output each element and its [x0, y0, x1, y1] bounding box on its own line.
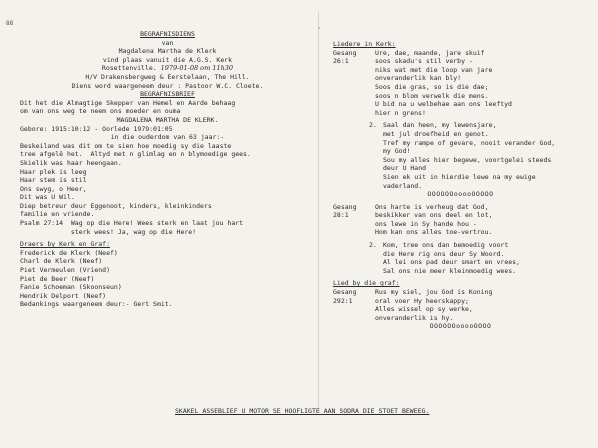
poem-line: Skielik was haar heengaan.	[20, 158, 122, 167]
verse-line: my God!	[383, 147, 411, 156]
letter-line-2: om van ons weg te neem ons moeder en ouma	[20, 107, 181, 116]
right-panel	[333, 40, 588, 331]
officiant-line: Diens word waargeneem deur : Pastoor W.C. Cloete.	[71, 81, 264, 90]
undertaker-line: Bedankings waargeneem deur:- Gert Smit.	[20, 300, 173, 309]
verse-line: soos n blom verwelk die mens.	[375, 91, 489, 100]
letter-heading: BEGRAFNISBRIEF	[140, 90, 195, 99]
hymn-2	[333, 203, 588, 237]
bearer-item: Piet Vermeulen (Vriend)	[20, 266, 111, 275]
bearer-item: Piet de Beer (Neef)	[20, 274, 95, 283]
verse-line: Sal ons nie meer kleinmoedig wees.	[383, 266, 517, 275]
hymn-number: Gesang 26:1	[333, 48, 357, 66]
verse-line: met jul droefheid en genot.	[383, 129, 489, 138]
verse-line: Sien ek uit in hierdie lewe na my ewige	[383, 172, 536, 181]
hymn-2-verse-2	[369, 241, 588, 275]
place-line: vind plaas vanuit die A.G.S. Kerk	[102, 55, 233, 64]
grave-song-heading: Lied by die graf:	[333, 279, 400, 288]
verse-line: soos skadu's stil verby -	[375, 57, 473, 66]
verse-line: beskikker van ons deel en lot,	[375, 211, 493, 220]
verse-line: Rus my siel, jou God is Koning	[375, 288, 493, 297]
hymn-number: Gesang 292:1	[333, 288, 357, 305]
poem-line: Ons swyg, o Heer,	[20, 184, 87, 193]
hymn-number: Gesang 28:1	[333, 202, 357, 220]
verse-line: onveranderlik kan bly!	[375, 74, 462, 83]
verse-line: oral voer Hy heerskappy;	[375, 296, 469, 305]
hymn-verse	[375, 288, 588, 322]
bearers-heading: Draers by Kerk en Graf:	[20, 240, 111, 249]
letter-line-1: Dit het die Almagtige Skepper van Hemel en Aarde behaag	[20, 98, 236, 107]
hymn-verse	[375, 203, 588, 237]
verse-line: hier n grens!	[375, 108, 426, 117]
church-songs-heading: Liedere in Kerk:	[333, 40, 396, 48]
poem-line: Diep betreur deur Eggenoot, kinders, kleinkinders	[20, 201, 212, 210]
poem-line: sterk wees! Ja, wag op die Here!	[20, 227, 197, 236]
poem-line: Dit was U Wil.	[20, 193, 75, 202]
location-line	[20, 64, 315, 73]
verse-line: niks wat met die loop van jare	[375, 65, 493, 74]
verse-line: Sou my alles hier begewe, voortgelei steeds	[383, 155, 552, 164]
age-line: in die ouderdom van 63 jaar:-	[110, 133, 225, 142]
poem-line: Beskeiland was dit om te sien hoe moedig sy die laaste	[20, 141, 232, 150]
page-mark: 88	[6, 20, 14, 27]
deceased-full-name: MAGDALENA MARTHA DE KLERK.	[116, 115, 219, 124]
poem-line: Psalm 27:14 Wag op die Here! Wees sterk en laat jou hart	[20, 219, 244, 228]
born-died-line: Gebore: 1915:10:12 - Oorlede 1979:01:05	[20, 124, 173, 133]
poem-line: tree afgelê het. Altyd met n glimlag en n blymoedige gees.	[20, 150, 251, 159]
verse-line: Ure, dae, maande, jare skuif	[375, 48, 485, 57]
poem-line: Haar plek is leeg	[20, 167, 87, 176]
verse-line: Saal dan heen, my lewensjare,	[383, 121, 497, 130]
verse-line: onveranderlik is hy.	[375, 313, 454, 322]
hymn-3	[333, 288, 588, 322]
hymn-verse	[375, 49, 588, 118]
bearer-item: Charl de Klerk (Neef)	[20, 257, 103, 266]
verse-line: U bid na u welbehae aan ons leeftyd	[375, 100, 512, 109]
verse-line: vaderland.	[383, 181, 423, 190]
fold-line	[317, 12, 322, 412]
location: Rosettenville.	[101, 64, 157, 73]
verse-line: Alles wissel op sy werke,	[375, 305, 473, 314]
verse-line: deur U Hand	[383, 164, 427, 173]
verse-line: Soos die gras, so is die dae;	[375, 82, 489, 91]
verse-line: Tref my rampe of gevare, nooit verander God,	[383, 138, 556, 147]
verse-line: Hom kan ons alles toe-vertrou.	[375, 228, 493, 237]
bearer-item: Frederick de Klerk (Neef)	[20, 248, 118, 257]
deceased-name-line: Magdalena Martha de Klerk	[118, 47, 217, 56]
service-heading: BEGRAFNISDIENS	[140, 30, 195, 38]
hymn-1	[333, 49, 588, 118]
bearer-item: Hendrik Delport (Neef)	[20, 291, 107, 300]
poem-line: familie en vriende.	[20, 210, 95, 219]
address-line: H/V Drakensbergweg & Eerstelaan, The Hill.	[85, 72, 250, 81]
verse-line: die Here rig ons deur Sy Woord.	[383, 249, 505, 258]
verse-line: Kom, tree ons dan bemoedig voort	[383, 241, 509, 250]
verse-number: 2.	[369, 121, 377, 130]
hymn-1-verse-2	[369, 121, 588, 190]
poem-line: Haar stem is stil	[20, 176, 87, 185]
divider-2: OOOOOOooooOOOO	[429, 322, 492, 331]
verse-line: Ons harte is verheug dat God,	[375, 202, 489, 211]
bearer-item: Fanie Schoeman (Skoonseun)	[20, 283, 122, 292]
verse-number: 2.	[369, 241, 377, 250]
divider-1: OOOOOOooooOOOOO	[427, 190, 494, 199]
headlights-notice: SKAKEL ASSEBLIEF U MOTOR SE HOOFLIGTE AAN SODRA DIE STOET BEWEEG.	[175, 407, 430, 415]
tick-mark: '	[317, 26, 322, 34]
service-datetime: 1979-01-08 om 11h30	[160, 64, 234, 73]
left-panel	[20, 30, 315, 309]
verse-line: ons lewe in Sy hande hou -	[375, 219, 477, 228]
verse-line: Al lei ons pad deur smart en vrees,	[383, 258, 520, 267]
van-label: van	[161, 38, 174, 47]
